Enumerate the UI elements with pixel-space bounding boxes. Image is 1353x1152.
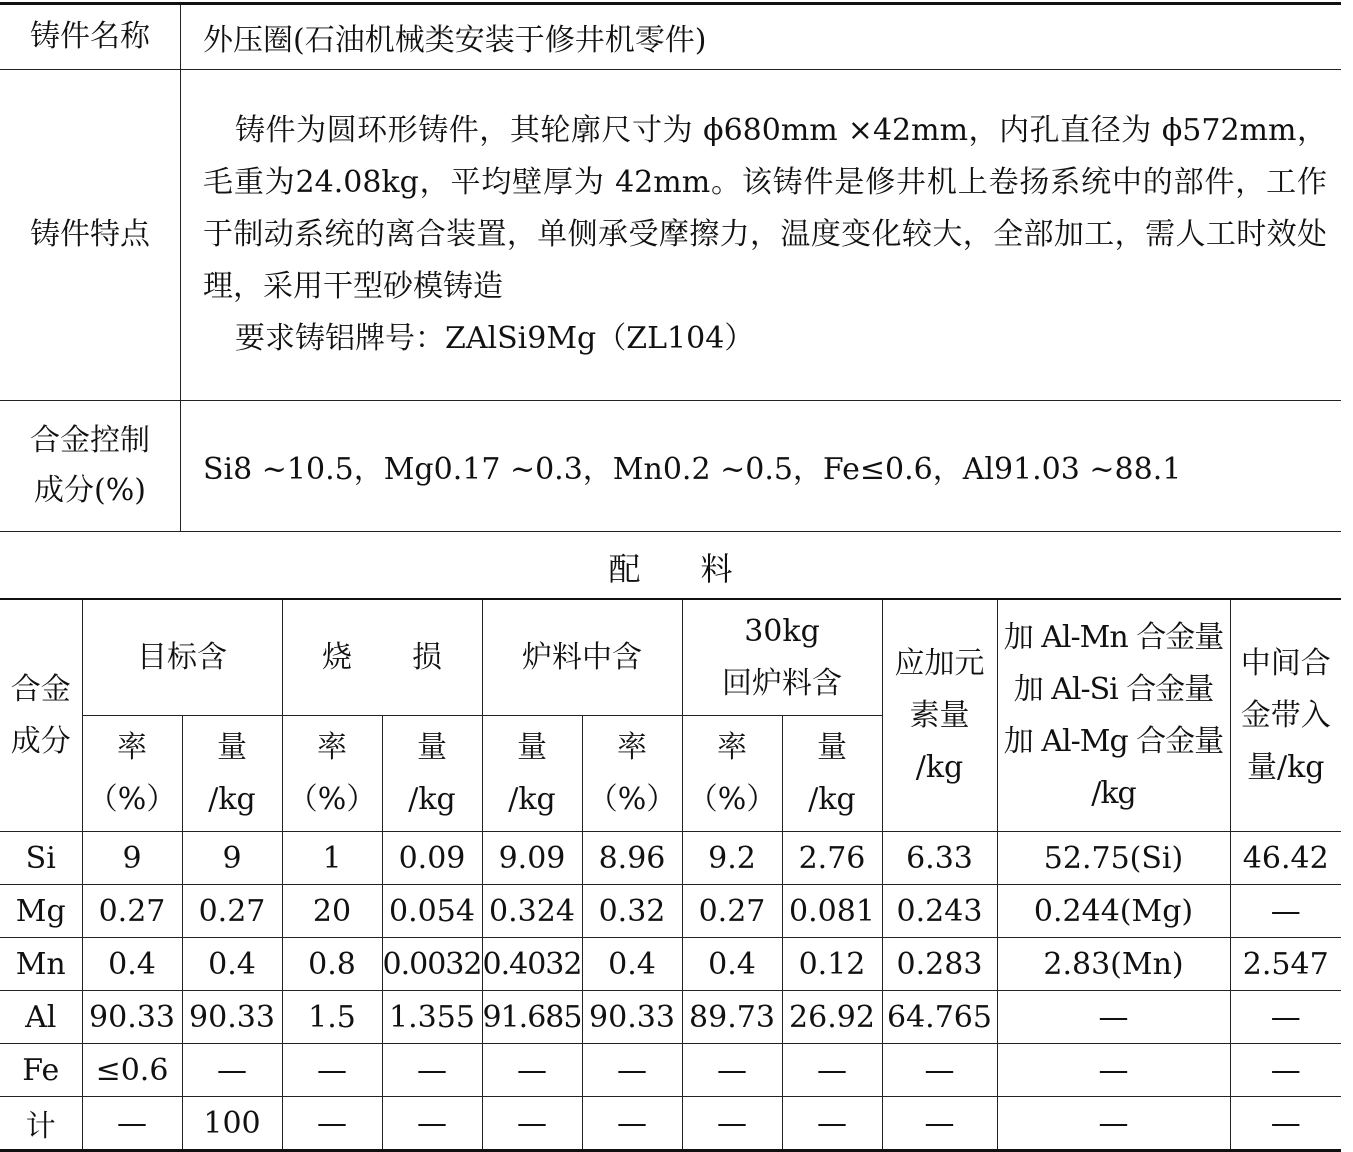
- table-cell: 8.96: [582, 832, 682, 885]
- header-master-line-4: /kg: [1091, 775, 1136, 811]
- table-row: [0, 885, 1341, 938]
- table-cell: 91.685: [482, 991, 582, 1044]
- table-cell: 0.27: [82, 885, 182, 938]
- table-row: [0, 991, 1341, 1044]
- table-cell: 0.243: [882, 885, 997, 938]
- table-cell: 0.324: [482, 885, 582, 938]
- casting-feature-row: [0, 70, 1341, 401]
- table-cell: —: [882, 1044, 997, 1097]
- header-target: 目标含: [82, 599, 282, 716]
- table-cell: —: [182, 1044, 282, 1097]
- alloy-control-label-line-1: 合金控制: [30, 423, 150, 458]
- header-element-add-line-3: /kg: [915, 749, 964, 785]
- table-cell: 2.83(Mn): [997, 938, 1230, 991]
- table-cell: 0.081: [782, 885, 882, 938]
- sub-unit: （%）: [687, 781, 777, 817]
- header-element-add-line-2: 素量: [909, 697, 970, 733]
- table-cell: 0.244(Mg): [997, 885, 1230, 938]
- sub-label: 量: [817, 729, 847, 765]
- table-cell: —: [282, 1044, 382, 1097]
- table-cell: 6.33: [882, 832, 997, 885]
- table-cell: 20: [282, 885, 382, 938]
- header-return-material: [682, 599, 882, 716]
- sub-return-amount: [782, 716, 882, 832]
- header-element-add-line-1: 应加元: [894, 645, 985, 681]
- table-cell: —: [1230, 885, 1341, 938]
- header-master-alloy: [997, 599, 1230, 832]
- sub-unit: /kg: [408, 781, 456, 817]
- sub-label: 量: [217, 729, 247, 765]
- table-cell: —: [682, 1044, 782, 1097]
- table-cell: 9.2: [682, 832, 782, 885]
- sub-charge-rate: [582, 716, 682, 832]
- table-cell: —: [782, 1044, 882, 1097]
- table-cell: 0.283: [882, 938, 997, 991]
- header-master-line-2: 加 Al-Si 合金量: [1013, 671, 1214, 707]
- header-carry-line-3: 量/kg: [1247, 749, 1325, 785]
- table-cell: 26.92: [782, 991, 882, 1044]
- table-cell: 0.32: [582, 885, 682, 938]
- feature-paragraph-1: 铸件为圆环形铸件，其轮廓尺寸为 ϕ680mm ×42mm，内孔直径为 ϕ572mm，毛重为24.08kg，平均壁厚为 42mm。该铸件是修井机上卷扬系统中的部件，工作于制动系统的离合装置，单侧承受摩擦力，温度变化较大，全部加工，需人工时效处理，采用干型砂模铸造: [203, 113, 1327, 304]
- sub-label: 率: [117, 729, 147, 765]
- sub-unit: （%）: [587, 781, 677, 817]
- alloy-control-label: [0, 401, 181, 532]
- table-cell: 0.12: [782, 938, 882, 991]
- casting-name-label: 铸件名称: [0, 4, 181, 70]
- table-row: [0, 1097, 1341, 1151]
- table-cell: 100: [182, 1097, 282, 1151]
- table-cell: 0.0032: [382, 938, 482, 991]
- sub-label: 率: [617, 729, 647, 765]
- table-cell: 0.4: [82, 938, 182, 991]
- sub-unit: （%）: [287, 781, 377, 817]
- sub-label: 量: [517, 729, 547, 765]
- table-cell: 0.09: [382, 832, 482, 885]
- table-cell: Si: [0, 832, 82, 885]
- sub-unit: /kg: [508, 781, 556, 817]
- batching-table: [0, 598, 1341, 1152]
- header-element-add: [882, 599, 997, 832]
- table-cell: 计: [0, 1097, 82, 1151]
- table-cell: Fe: [0, 1044, 82, 1097]
- table-cell: 1: [282, 832, 382, 885]
- table-cell: 9: [82, 832, 182, 885]
- table-cell: —: [382, 1097, 482, 1151]
- table-cell: Al: [0, 991, 82, 1044]
- table-cell: 0.054: [382, 885, 482, 938]
- header-charge: 炉料中含: [482, 599, 682, 716]
- header-return-line-1: 30kg: [744, 613, 820, 649]
- casting-name-value: 外压圈(石油机械类安装于修井机零件): [181, 4, 1342, 70]
- header-carry-line-1: 中间合: [1240, 645, 1331, 681]
- table-cell: —: [1230, 1097, 1341, 1151]
- table-cell: —: [997, 1044, 1230, 1097]
- table-cell: —: [482, 1044, 582, 1097]
- header-burn-loss: 烧 损: [282, 599, 482, 716]
- header-alloy-component: 合金成分: [0, 599, 82, 832]
- table-cell: 52.75(Si): [997, 832, 1230, 885]
- header-master-line-3: 加 Al-Mg 合金量: [1003, 723, 1224, 759]
- table-cell: —: [997, 1097, 1230, 1151]
- casting-info-table: [0, 2, 1341, 532]
- table-cell: 90.33: [582, 991, 682, 1044]
- table-cell: 1.5: [282, 991, 382, 1044]
- table-cell: —: [82, 1097, 182, 1151]
- header-carry-in: [1230, 599, 1341, 832]
- sub-unit: /kg: [208, 781, 256, 817]
- table-cell: 2.547: [1230, 938, 1341, 991]
- casting-feature-value: [181, 70, 1342, 401]
- table-cell: ≤0.6: [82, 1044, 182, 1097]
- table-cell: —: [582, 1044, 682, 1097]
- table-cell: 0.8: [282, 938, 382, 991]
- table-cell: —: [582, 1097, 682, 1151]
- table-cell: —: [482, 1097, 582, 1151]
- sub-unit: （%）: [87, 781, 177, 817]
- section-title: 配料: [608, 550, 793, 588]
- table-cell: —: [882, 1097, 997, 1151]
- table-cell: 1.355: [382, 991, 482, 1044]
- alloy-control-row: [0, 401, 1341, 532]
- header-carry-line-2: 金带入: [1240, 697, 1331, 733]
- header-return-line-2: 回炉料含: [722, 665, 842, 701]
- table-cell: 90.33: [182, 991, 282, 1044]
- table-cell: Mg: [0, 885, 82, 938]
- casting-feature-label: 铸件特点: [0, 70, 181, 401]
- table-cell: —: [1230, 991, 1341, 1044]
- table-cell: 0.4032: [482, 938, 582, 991]
- table-cell: —: [782, 1097, 882, 1151]
- sub-unit: /kg: [808, 781, 856, 817]
- table-cell: 64.765: [882, 991, 997, 1044]
- sub-loss-rate: [282, 716, 382, 832]
- header-row-1: [0, 599, 1341, 716]
- table-cell: Mn: [0, 938, 82, 991]
- feature-paragraph-2: 要求铸铝牌号：ZAlSi9Mg（ZL104）: [235, 321, 755, 356]
- table-cell: —: [1230, 1044, 1341, 1097]
- table-cell: —: [282, 1097, 382, 1151]
- sub-label: 率: [317, 729, 347, 765]
- sub-return-rate: [682, 716, 782, 832]
- table-cell: 0.4: [682, 938, 782, 991]
- table-cell: 2.76: [782, 832, 882, 885]
- table-cell: 90.33: [82, 991, 182, 1044]
- table-row: [0, 938, 1341, 991]
- table-cell: —: [682, 1097, 782, 1151]
- table-cell: 0.4: [582, 938, 682, 991]
- table-cell: 9.09: [482, 832, 582, 885]
- table-cell: 0.27: [182, 885, 282, 938]
- sub-target-amount: [182, 716, 282, 832]
- casting-name-row: [0, 4, 1341, 70]
- table-cell: 89.73: [682, 991, 782, 1044]
- alloy-control-value: Si8 ~10.5，Mg0.17 ~0.3，Mn0.2 ~0.5，Fe≤0.6，Al91.03 ~88.1: [181, 401, 1342, 532]
- sub-charge-amount: [482, 716, 582, 832]
- table-cell: 9: [182, 832, 282, 885]
- table-row: [0, 832, 1341, 885]
- table-cell: —: [997, 991, 1230, 1044]
- sub-target-rate: [82, 716, 182, 832]
- alloy-control-label-line-2: 成分(%): [34, 473, 146, 508]
- table-row: [0, 1044, 1341, 1097]
- header-master-line-1: 加 Al-Mn 合金量: [1003, 619, 1224, 655]
- sub-label: 率: [717, 729, 747, 765]
- table-cell: —: [382, 1044, 482, 1097]
- sub-loss-amount: [382, 716, 482, 832]
- sub-label: 量: [417, 729, 447, 765]
- table-cell: 46.42: [1230, 832, 1341, 885]
- table-cell: 0.4: [182, 938, 282, 991]
- table-cell: 0.27: [682, 885, 782, 938]
